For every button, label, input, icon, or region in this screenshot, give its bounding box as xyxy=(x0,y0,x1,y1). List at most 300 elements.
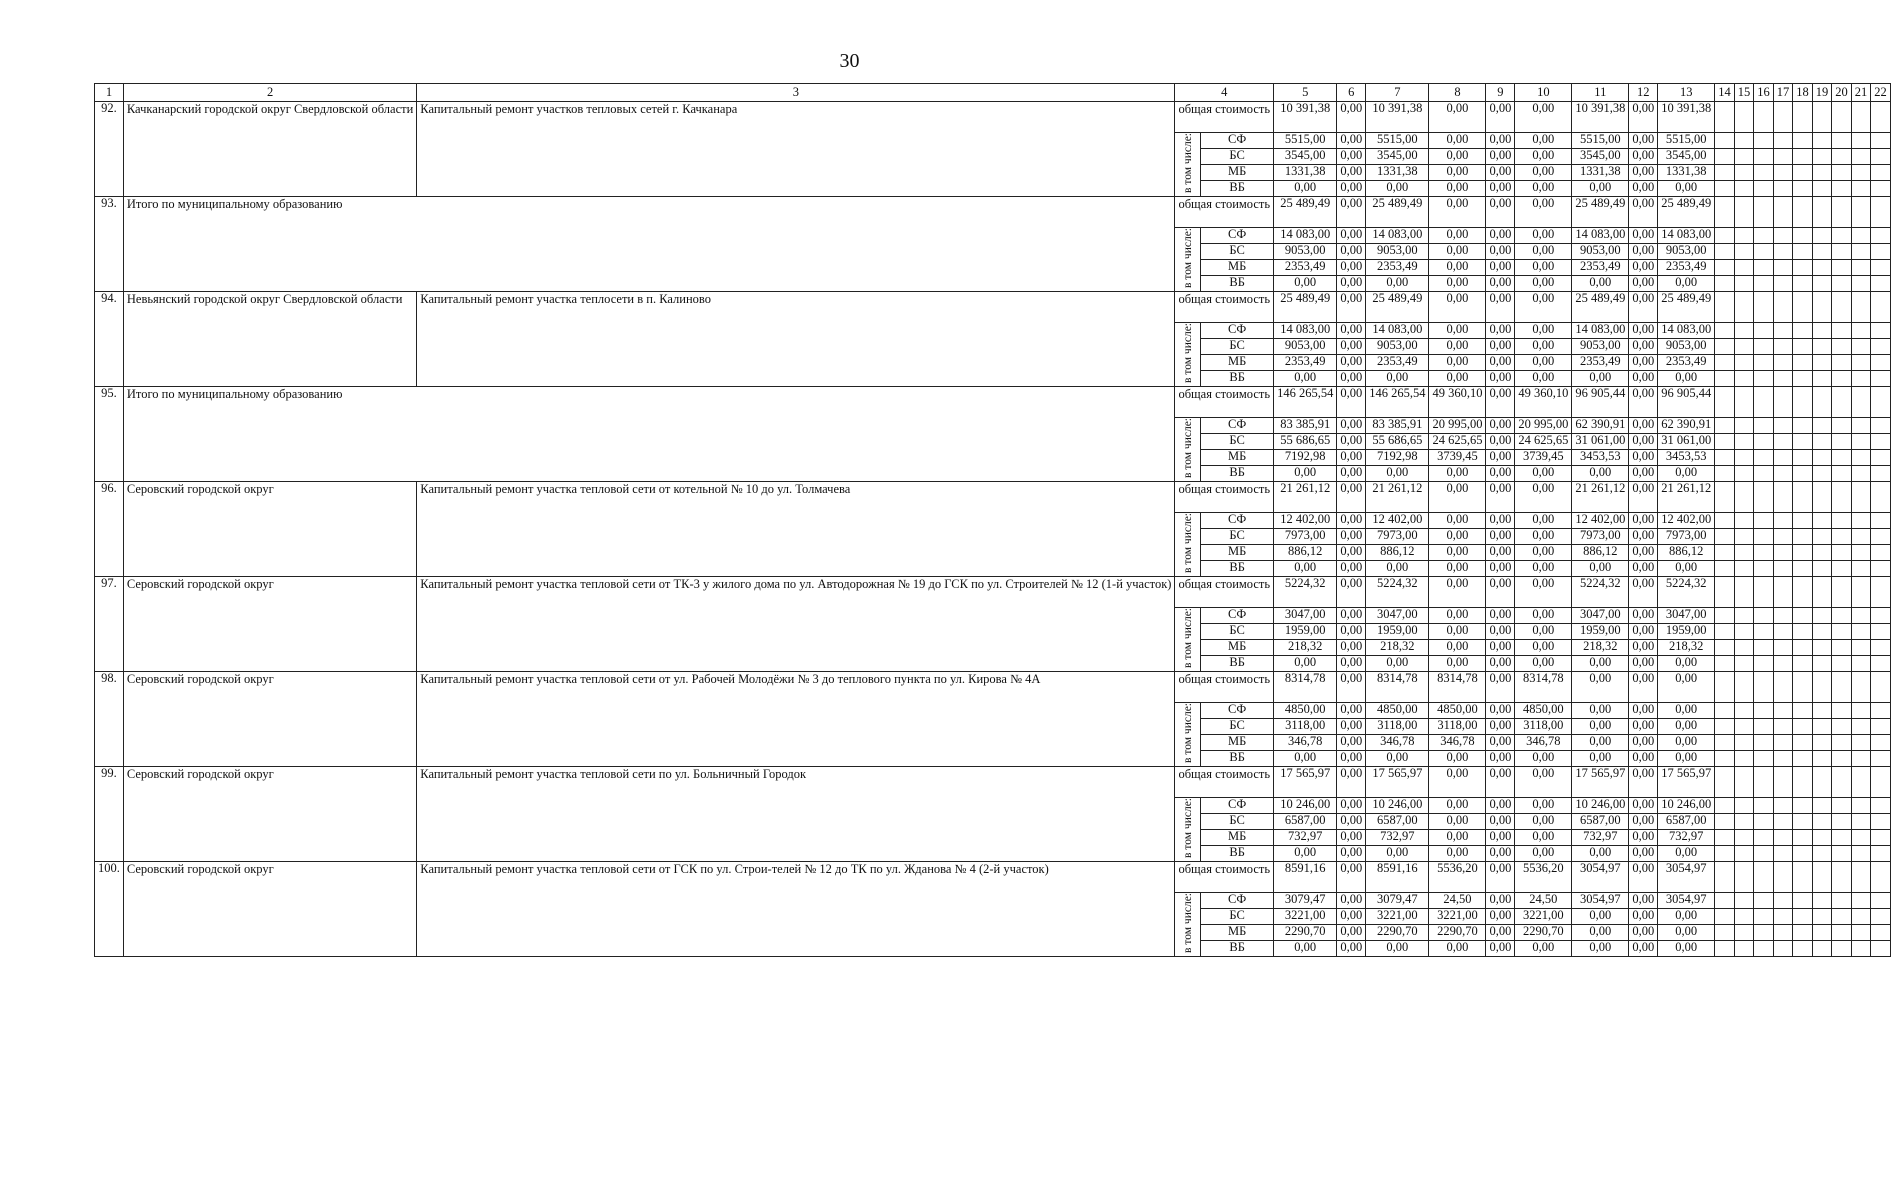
empty-cell xyxy=(1734,450,1754,466)
value-cell: 3054,97 xyxy=(1658,893,1715,909)
value-cell: 0,00 xyxy=(1337,577,1366,608)
value-cell: 0,00 xyxy=(1337,418,1366,434)
empty-cell xyxy=(1793,149,1813,165)
value-cell: 0,00 xyxy=(1515,814,1572,830)
source-label: БС xyxy=(1201,624,1274,640)
column-header-5: 5 xyxy=(1274,84,1337,102)
value-cell: 0,00 xyxy=(1486,735,1515,751)
value-cell: 0,00 xyxy=(1515,830,1572,846)
empty-cell xyxy=(1773,640,1793,656)
empty-cell xyxy=(1754,228,1774,244)
including-text: в том числе: xyxy=(1181,418,1194,478)
including-text: в том числе: xyxy=(1181,513,1194,573)
empty-cell xyxy=(1871,418,1891,434)
empty-cell xyxy=(1793,893,1813,909)
value-cell: 0,00 xyxy=(1486,244,1515,260)
value-cell: 0,00 xyxy=(1429,149,1486,165)
source-label: ВБ xyxy=(1201,371,1274,387)
value-cell: 8591,16 xyxy=(1274,862,1337,893)
value-cell: 0,00 xyxy=(1658,561,1715,577)
table-row xyxy=(95,292,1891,323)
empty-cell xyxy=(1793,355,1813,371)
empty-cell xyxy=(1871,434,1891,450)
value-cell: 0,00 xyxy=(1629,830,1658,846)
value-cell: 146 265,54 xyxy=(1366,387,1429,418)
empty-cell xyxy=(1851,798,1871,814)
empty-cell xyxy=(1773,323,1793,339)
empty-cell xyxy=(1812,355,1832,371)
value-cell: 5224,32 xyxy=(1658,577,1715,608)
empty-cell xyxy=(1715,355,1735,371)
empty-cell xyxy=(1715,862,1735,893)
value-cell: 0,00 xyxy=(1337,513,1366,529)
value-cell: 14 083,00 xyxy=(1366,228,1429,244)
value-cell: 24,50 xyxy=(1429,893,1486,909)
including-text: в том числе: xyxy=(1181,798,1194,858)
value-cell: 25 489,49 xyxy=(1366,197,1429,228)
empty-cell xyxy=(1715,102,1735,133)
empty-cell xyxy=(1793,181,1813,197)
project-description: Капитальный ремонт участка теплосети в п. Калиново xyxy=(417,292,1175,387)
empty-cell xyxy=(1851,292,1871,323)
empty-cell xyxy=(1734,719,1754,735)
empty-cell xyxy=(1754,434,1774,450)
value-cell: 1331,38 xyxy=(1572,165,1629,181)
empty-cell xyxy=(1754,941,1774,957)
value-cell: 3054,97 xyxy=(1572,862,1629,893)
value-cell: 0,00 xyxy=(1515,798,1572,814)
empty-cell xyxy=(1773,608,1793,624)
value-cell: 5224,32 xyxy=(1274,577,1337,608)
including-text: в том числе: xyxy=(1181,228,1194,288)
value-cell: 21 261,12 xyxy=(1572,482,1629,513)
value-cell: 2290,70 xyxy=(1274,925,1337,941)
empty-cell xyxy=(1851,102,1871,133)
value-cell: 0,00 xyxy=(1629,292,1658,323)
value-cell: 0,00 xyxy=(1486,276,1515,292)
value-cell: 17 565,97 xyxy=(1572,767,1629,798)
municipality-name: Невьянский городской округ Свердловской области xyxy=(123,292,416,387)
value-cell: 5224,32 xyxy=(1366,577,1429,608)
empty-cell xyxy=(1773,181,1793,197)
empty-cell xyxy=(1734,197,1754,228)
value-cell: 0,00 xyxy=(1629,133,1658,149)
value-cell: 0,00 xyxy=(1629,545,1658,561)
value-cell: 2353,49 xyxy=(1658,355,1715,371)
empty-cell xyxy=(1812,513,1832,529)
empty-cell xyxy=(1812,751,1832,767)
empty-cell xyxy=(1871,925,1891,941)
empty-cell xyxy=(1715,545,1735,561)
empty-cell xyxy=(1734,830,1754,846)
empty-cell xyxy=(1773,133,1793,149)
empty-cell xyxy=(1812,276,1832,292)
value-cell: 0,00 xyxy=(1486,545,1515,561)
value-cell: 14 083,00 xyxy=(1366,323,1429,339)
value-cell: 346,78 xyxy=(1274,735,1337,751)
empty-cell xyxy=(1773,925,1793,941)
empty-cell xyxy=(1812,735,1832,751)
value-cell: 2353,49 xyxy=(1366,355,1429,371)
source-label: БС xyxy=(1201,244,1274,260)
municipality-name: Серовский городской округ xyxy=(123,482,416,577)
value-cell: 20 995,00 xyxy=(1429,418,1486,434)
source-label: МБ xyxy=(1201,355,1274,371)
value-cell: 0,00 xyxy=(1515,102,1572,133)
empty-cell xyxy=(1851,149,1871,165)
value-cell: 7973,00 xyxy=(1572,529,1629,545)
value-cell: 0,00 xyxy=(1629,387,1658,418)
value-cell: 0,00 xyxy=(1629,561,1658,577)
empty-cell xyxy=(1832,371,1852,387)
empty-cell xyxy=(1832,767,1852,798)
value-cell: 0,00 xyxy=(1629,529,1658,545)
value-cell: 2353,49 xyxy=(1572,355,1629,371)
empty-cell xyxy=(1715,767,1735,798)
value-cell: 2353,49 xyxy=(1572,260,1629,276)
empty-cell xyxy=(1715,260,1735,276)
empty-cell xyxy=(1715,608,1735,624)
empty-cell xyxy=(1773,197,1793,228)
value-cell: 0,00 xyxy=(1429,941,1486,957)
value-cell: 732,97 xyxy=(1274,830,1337,846)
value-cell: 0,00 xyxy=(1486,323,1515,339)
value-cell: 0,00 xyxy=(1572,466,1629,482)
value-cell: 2290,70 xyxy=(1515,925,1572,941)
source-label: ВБ xyxy=(1201,846,1274,862)
value-cell: 17 565,97 xyxy=(1274,767,1337,798)
empty-cell xyxy=(1832,719,1852,735)
value-cell: 0,00 xyxy=(1486,672,1515,703)
project-description: Капитальный ремонт участка тепловой сети от котельной № 10 до ул. Толмачева xyxy=(417,482,1175,577)
value-cell: 0,00 xyxy=(1629,925,1658,941)
value-cell: 10 391,38 xyxy=(1658,102,1715,133)
value-cell: 7973,00 xyxy=(1658,529,1715,545)
empty-cell xyxy=(1715,149,1735,165)
empty-cell xyxy=(1754,862,1774,893)
value-cell: 0,00 xyxy=(1486,751,1515,767)
empty-cell xyxy=(1793,735,1813,751)
value-cell: 0,00 xyxy=(1629,371,1658,387)
empty-cell xyxy=(1871,323,1891,339)
empty-cell xyxy=(1734,846,1754,862)
empty-cell xyxy=(1715,434,1735,450)
value-cell: 0,00 xyxy=(1486,624,1515,640)
value-cell: 0,00 xyxy=(1515,529,1572,545)
value-cell: 0,00 xyxy=(1429,846,1486,862)
value-cell: 0,00 xyxy=(1515,149,1572,165)
value-cell: 3047,00 xyxy=(1274,608,1337,624)
empty-cell xyxy=(1734,133,1754,149)
value-cell: 0,00 xyxy=(1515,228,1572,244)
value-cell: 0,00 xyxy=(1486,450,1515,466)
value-cell: 0,00 xyxy=(1429,624,1486,640)
source-label: СФ xyxy=(1201,608,1274,624)
value-cell: 0,00 xyxy=(1515,276,1572,292)
empty-cell xyxy=(1851,561,1871,577)
value-cell: 9053,00 xyxy=(1366,339,1429,355)
source-label: МБ xyxy=(1201,735,1274,751)
value-cell: 4850,00 xyxy=(1366,703,1429,719)
value-cell: 31 061,00 xyxy=(1658,434,1715,450)
value-cell: 0,00 xyxy=(1337,165,1366,181)
empty-cell xyxy=(1851,260,1871,276)
empty-cell xyxy=(1754,450,1774,466)
value-cell: 0,00 xyxy=(1629,624,1658,640)
empty-cell xyxy=(1832,513,1852,529)
empty-cell xyxy=(1851,624,1871,640)
value-cell: 0,00 xyxy=(1337,292,1366,323)
value-cell: 0,00 xyxy=(1429,466,1486,482)
empty-cell xyxy=(1793,608,1813,624)
empty-cell xyxy=(1871,608,1891,624)
empty-cell xyxy=(1734,466,1754,482)
value-cell: 0,00 xyxy=(1629,244,1658,260)
value-cell: 0,00 xyxy=(1515,323,1572,339)
empty-cell xyxy=(1793,165,1813,181)
table-row xyxy=(95,197,1891,228)
value-cell: 4850,00 xyxy=(1274,703,1337,719)
project-description: Капитальный ремонт участка тепловой сети от ГСК по ул. Строи-телей № 12 до ТК по ул. Жданова № 4 (2-й участок) xyxy=(417,862,1175,957)
empty-cell xyxy=(1793,228,1813,244)
value-cell: 0,00 xyxy=(1429,292,1486,323)
empty-cell xyxy=(1832,925,1852,941)
value-cell: 0,00 xyxy=(1658,719,1715,735)
value-cell: 0,00 xyxy=(1486,260,1515,276)
empty-cell xyxy=(1812,244,1832,260)
value-cell: 3079,47 xyxy=(1366,893,1429,909)
value-cell: 0,00 xyxy=(1515,624,1572,640)
including-label xyxy=(1175,418,1201,482)
value-cell: 0,00 xyxy=(1572,751,1629,767)
empty-cell xyxy=(1715,482,1735,513)
column-header-14: 14 xyxy=(1715,84,1735,102)
source-label: МБ xyxy=(1201,925,1274,941)
column-header-19: 19 xyxy=(1812,84,1832,102)
empty-cell xyxy=(1812,624,1832,640)
empty-cell xyxy=(1715,244,1735,260)
empty-cell xyxy=(1715,450,1735,466)
empty-cell xyxy=(1754,165,1774,181)
value-cell: 3545,00 xyxy=(1572,149,1629,165)
empty-cell xyxy=(1773,703,1793,719)
value-cell: 0,00 xyxy=(1486,149,1515,165)
empty-cell xyxy=(1812,323,1832,339)
empty-cell xyxy=(1851,577,1871,608)
empty-cell xyxy=(1754,893,1774,909)
empty-cell xyxy=(1734,941,1754,957)
empty-cell xyxy=(1754,561,1774,577)
value-cell: 0,00 xyxy=(1486,292,1515,323)
empty-cell xyxy=(1754,767,1774,798)
empty-cell xyxy=(1793,909,1813,925)
empty-cell xyxy=(1754,735,1774,751)
column-header-16: 16 xyxy=(1754,84,1774,102)
value-cell: 3545,00 xyxy=(1658,149,1715,165)
empty-cell xyxy=(1812,719,1832,735)
empty-cell xyxy=(1832,482,1852,513)
value-cell: 6587,00 xyxy=(1366,814,1429,830)
project-description: Капитальный ремонт участка тепловой сети от ул. Рабочей Молодёжи № 3 до теплового пункта по ул. Кирова № 4А xyxy=(417,672,1175,767)
empty-cell xyxy=(1754,482,1774,513)
empty-cell xyxy=(1812,102,1832,133)
table-row xyxy=(95,767,1891,798)
value-cell: 31 061,00 xyxy=(1572,434,1629,450)
source-label: МБ xyxy=(1201,640,1274,656)
empty-cell xyxy=(1793,450,1813,466)
including-label xyxy=(1175,798,1201,862)
value-cell: 0,00 xyxy=(1429,751,1486,767)
value-cell: 0,00 xyxy=(1337,656,1366,672)
empty-cell xyxy=(1851,672,1871,703)
empty-cell xyxy=(1734,482,1754,513)
value-cell: 21 261,12 xyxy=(1658,482,1715,513)
value-cell: 0,00 xyxy=(1486,387,1515,418)
empty-cell xyxy=(1832,656,1852,672)
value-cell: 0,00 xyxy=(1486,703,1515,719)
empty-cell xyxy=(1754,672,1774,703)
value-cell: 0,00 xyxy=(1515,133,1572,149)
empty-cell xyxy=(1793,244,1813,260)
empty-cell xyxy=(1715,703,1735,719)
value-cell: 0,00 xyxy=(1337,482,1366,513)
empty-cell xyxy=(1715,909,1735,925)
column-header-2: 2 xyxy=(123,84,416,102)
empty-cell xyxy=(1832,276,1852,292)
value-cell: 2353,49 xyxy=(1366,260,1429,276)
value-cell: 0,00 xyxy=(1486,339,1515,355)
value-cell: 0,00 xyxy=(1486,846,1515,862)
value-cell: 3739,45 xyxy=(1429,450,1486,466)
empty-cell xyxy=(1754,197,1774,228)
value-cell: 0,00 xyxy=(1274,656,1337,672)
row-number: 92. xyxy=(95,102,124,197)
value-cell: 12 402,00 xyxy=(1366,513,1429,529)
row-number: 100. xyxy=(95,862,124,957)
empty-cell xyxy=(1773,798,1793,814)
value-cell: 3221,00 xyxy=(1429,909,1486,925)
empty-cell xyxy=(1773,482,1793,513)
empty-cell xyxy=(1832,149,1852,165)
empty-cell xyxy=(1773,529,1793,545)
value-cell: 3047,00 xyxy=(1572,608,1629,624)
empty-cell xyxy=(1871,260,1891,276)
value-cell: 0,00 xyxy=(1658,925,1715,941)
value-cell: 0,00 xyxy=(1486,513,1515,529)
value-cell: 0,00 xyxy=(1515,244,1572,260)
value-cell: 0,00 xyxy=(1429,561,1486,577)
empty-cell xyxy=(1715,197,1735,228)
source-label: СФ xyxy=(1201,323,1274,339)
empty-cell xyxy=(1773,672,1793,703)
municipality-name: Серовский городской округ xyxy=(123,577,416,672)
empty-cell xyxy=(1754,181,1774,197)
value-cell: 0,00 xyxy=(1366,751,1429,767)
value-cell: 0,00 xyxy=(1658,672,1715,703)
value-cell: 0,00 xyxy=(1486,656,1515,672)
empty-cell xyxy=(1832,466,1852,482)
empty-cell xyxy=(1851,830,1871,846)
empty-cell xyxy=(1812,656,1832,672)
value-cell: 2290,70 xyxy=(1429,925,1486,941)
value-cell: 25 489,49 xyxy=(1572,197,1629,228)
value-cell: 0,00 xyxy=(1337,387,1366,418)
source-label: БС xyxy=(1201,434,1274,450)
empty-cell xyxy=(1754,545,1774,561)
value-cell: 0,00 xyxy=(1429,339,1486,355)
value-cell: 1331,38 xyxy=(1658,165,1715,181)
empty-cell xyxy=(1773,893,1793,909)
source-label: СФ xyxy=(1201,418,1274,434)
empty-cell xyxy=(1734,608,1754,624)
value-cell: 0,00 xyxy=(1486,577,1515,608)
empty-cell xyxy=(1871,672,1891,703)
empty-cell xyxy=(1754,624,1774,640)
value-cell: 0,00 xyxy=(1629,149,1658,165)
value-cell: 0,00 xyxy=(1629,466,1658,482)
empty-cell xyxy=(1871,513,1891,529)
value-cell: 732,97 xyxy=(1658,830,1715,846)
empty-cell xyxy=(1832,814,1852,830)
value-cell: 0,00 xyxy=(1337,355,1366,371)
value-cell: 21 261,12 xyxy=(1366,482,1429,513)
empty-cell xyxy=(1812,830,1832,846)
value-cell: 0,00 xyxy=(1515,355,1572,371)
empty-cell xyxy=(1734,387,1754,418)
empty-cell xyxy=(1793,276,1813,292)
source-label: БС xyxy=(1201,149,1274,165)
empty-cell xyxy=(1871,276,1891,292)
empty-cell xyxy=(1793,529,1813,545)
empty-cell xyxy=(1773,909,1793,925)
empty-cell xyxy=(1832,846,1852,862)
including-text: в том числе: xyxy=(1181,893,1194,953)
value-cell: 0,00 xyxy=(1515,165,1572,181)
empty-cell xyxy=(1793,292,1813,323)
empty-cell xyxy=(1832,751,1852,767)
source-label: МБ xyxy=(1201,450,1274,466)
empty-cell xyxy=(1715,339,1735,355)
empty-cell xyxy=(1793,798,1813,814)
value-cell: 0,00 xyxy=(1337,719,1366,735)
empty-cell xyxy=(1851,244,1871,260)
value-cell: 0,00 xyxy=(1429,228,1486,244)
row-number: 97. xyxy=(95,577,124,672)
value-cell: 0,00 xyxy=(1274,846,1337,862)
value-cell: 21 261,12 xyxy=(1274,482,1337,513)
empty-cell xyxy=(1812,165,1832,181)
column-header-13: 13 xyxy=(1658,84,1715,102)
value-cell: 0,00 xyxy=(1486,814,1515,830)
empty-cell xyxy=(1754,276,1774,292)
empty-cell xyxy=(1734,371,1754,387)
total-cost-label: общая стоимость xyxy=(1175,672,1274,703)
empty-cell xyxy=(1871,846,1891,862)
empty-cell xyxy=(1832,735,1852,751)
value-cell: 6587,00 xyxy=(1572,814,1629,830)
value-cell: 24 625,65 xyxy=(1515,434,1572,450)
empty-cell xyxy=(1754,102,1774,133)
value-cell: 0,00 xyxy=(1629,577,1658,608)
value-cell: 0,00 xyxy=(1658,909,1715,925)
column-header-15: 15 xyxy=(1734,84,1754,102)
empty-cell xyxy=(1754,798,1774,814)
value-cell: 0,00 xyxy=(1337,466,1366,482)
empty-cell xyxy=(1871,909,1891,925)
value-cell: 0,00 xyxy=(1366,466,1429,482)
value-cell: 2353,49 xyxy=(1274,355,1337,371)
value-cell: 0,00 xyxy=(1274,371,1337,387)
